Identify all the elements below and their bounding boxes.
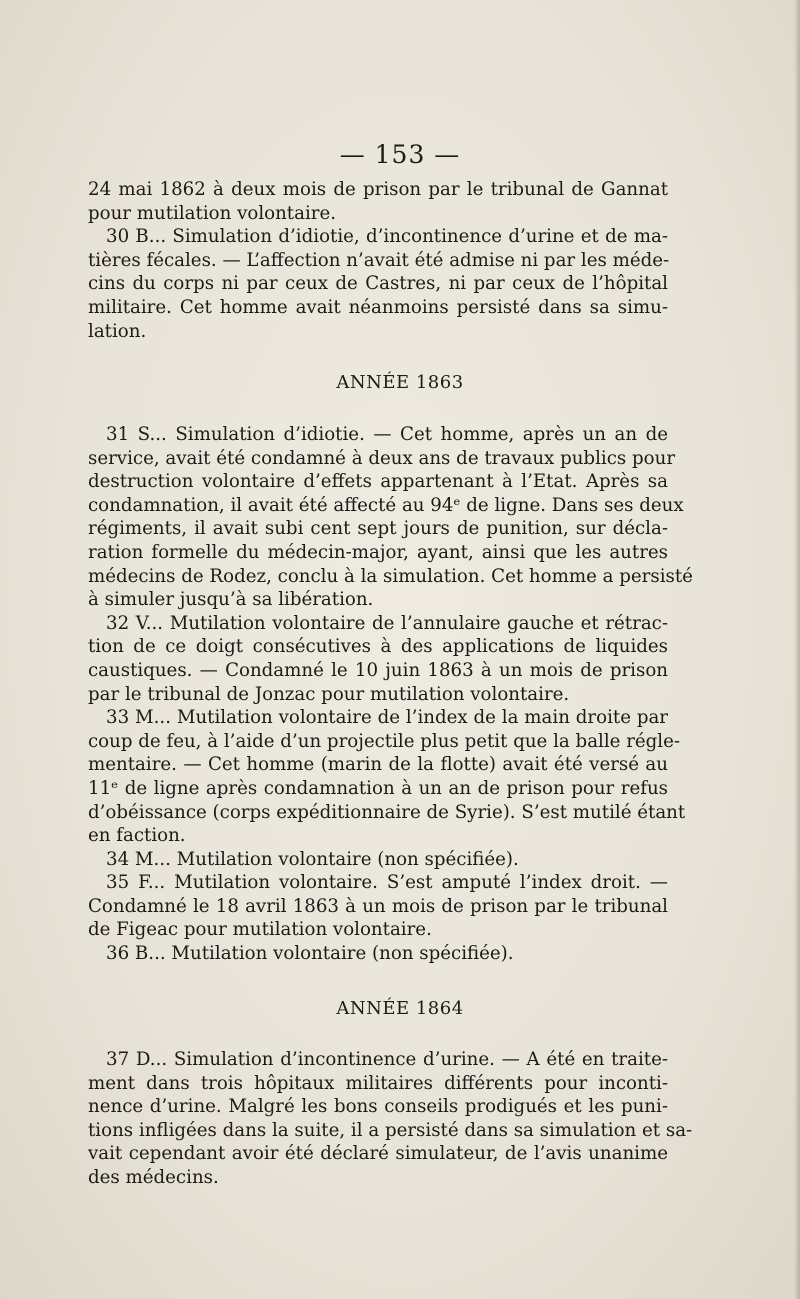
text-line: militaire. Cet homme avait néanmoins persisté dans sa simu- bbox=[88, 296, 668, 318]
text-line: coup de feu, à l’aide d’un projectile plus petit que la balle régle- bbox=[88, 730, 681, 752]
text-line: mentaire. — Cet homme (marin de la flotte) avait été versé au bbox=[88, 754, 668, 776]
text-line: ment dans trois hôpitaux militaires différents pour inconti- bbox=[88, 1072, 668, 1094]
text-line: condamnation, il avait été affecté au 94ᵉ de ligne. Dans ses deux bbox=[88, 494, 684, 516]
text-line: 11ᵉ de ligne après condamnation à un an de prison pour refus bbox=[88, 777, 668, 799]
text-line: 37 D... Simulation d’incontinence d’urine. — A été en traite- bbox=[106, 1049, 668, 1070]
text-line: pour mutilation volontaire. bbox=[88, 202, 337, 224]
text-line: Condamné le 18 avril 1863 à un mois de prison par le tribunal bbox=[88, 895, 668, 917]
text-line: ration formelle du médecin-major, ayant, ainsi que les autres bbox=[88, 541, 668, 563]
page-edge-shadow bbox=[794, 0, 800, 1299]
text-block-1864 bbox=[88, 1048, 693, 1190]
text-line: 33 M... Mutilation volontaire de l’index de la main droite par bbox=[106, 707, 668, 729]
text-line: 35 F... Mutilation volontaire. S’est amputé l’index droit. — bbox=[106, 872, 668, 894]
text-line: cins du corps ni par ceux de Castres, ni par ceux de l’hôpital bbox=[88, 273, 668, 295]
text-line: par le tribunal de Jonzac pour mutilation volontaire. bbox=[88, 683, 570, 705]
page-number: — 153 — bbox=[339, 140, 461, 169]
text-line: médecins de Rodez, conclu à la simulation. Cet homme a persisté bbox=[88, 565, 693, 587]
text-line: de Figeac pour mutilation volontaire. bbox=[88, 919, 432, 941]
text-line: 31 S... Simulation d’idiotie. — Cet homme, après un an de bbox=[106, 424, 668, 445]
text-line: à simuler jusqu’à sa libération. bbox=[88, 589, 374, 611]
text-line: tières fécales. — L’affection n’avait été admise ni par les méde- bbox=[88, 249, 670, 271]
text-line: service, avait été condamné à deux ans de travaux publics pour bbox=[88, 447, 676, 469]
text-line: 24 mai 1862 à deux mois de prison par le tribunal de Gannat bbox=[88, 179, 668, 200]
text-line: des médecins. bbox=[88, 1166, 219, 1188]
text-line: d’obéissance (corps expéditionnaire de Syrie). S’est mutilé étant bbox=[88, 801, 686, 823]
text-line: régiments, il avait subi cent sept jours de punition, sur décla- bbox=[88, 518, 668, 540]
text-line: tion de ce doigt consécutives à des applications de liquides bbox=[88, 636, 668, 658]
text-block-1862 bbox=[88, 178, 668, 343]
text-line: 34 M... Mutilation volontaire (non spécifiée). bbox=[106, 848, 519, 870]
text-line: lation. bbox=[88, 320, 147, 342]
section-heading-1864: ANNÉE 1864 bbox=[336, 998, 464, 1019]
text-line: caustiques. — Condamné le 10 juin 1863 à un mois de prison bbox=[88, 659, 668, 681]
text-line: nence d’urine. Malgré les bons conseils prodigués et les puni- bbox=[88, 1096, 668, 1118]
text-line: 32 V... Mutilation volontaire de l’annulaire gauche et rétrac- bbox=[106, 612, 668, 634]
text-line: en faction. bbox=[88, 825, 186, 847]
text-line: vait cependant avoir été déclaré simulateur, de l’avis unanime bbox=[88, 1143, 668, 1165]
text-line: destruction volontaire d’effets appartenant à l’Etat. Après sa bbox=[88, 471, 668, 493]
text-line: tions infligées dans la suite, il a persisté dans sa simulation et sa- bbox=[88, 1119, 693, 1141]
text-line: 30 B... Simulation d’idiotie, d’incontinence d’urine et de ma- bbox=[106, 226, 668, 248]
text-line: 36 B... Mutilation volontaire (non spécifiée). bbox=[106, 943, 514, 965]
section-heading-1863: ANNÉE 1863 bbox=[336, 372, 464, 393]
text-block-1863 bbox=[88, 423, 693, 966]
